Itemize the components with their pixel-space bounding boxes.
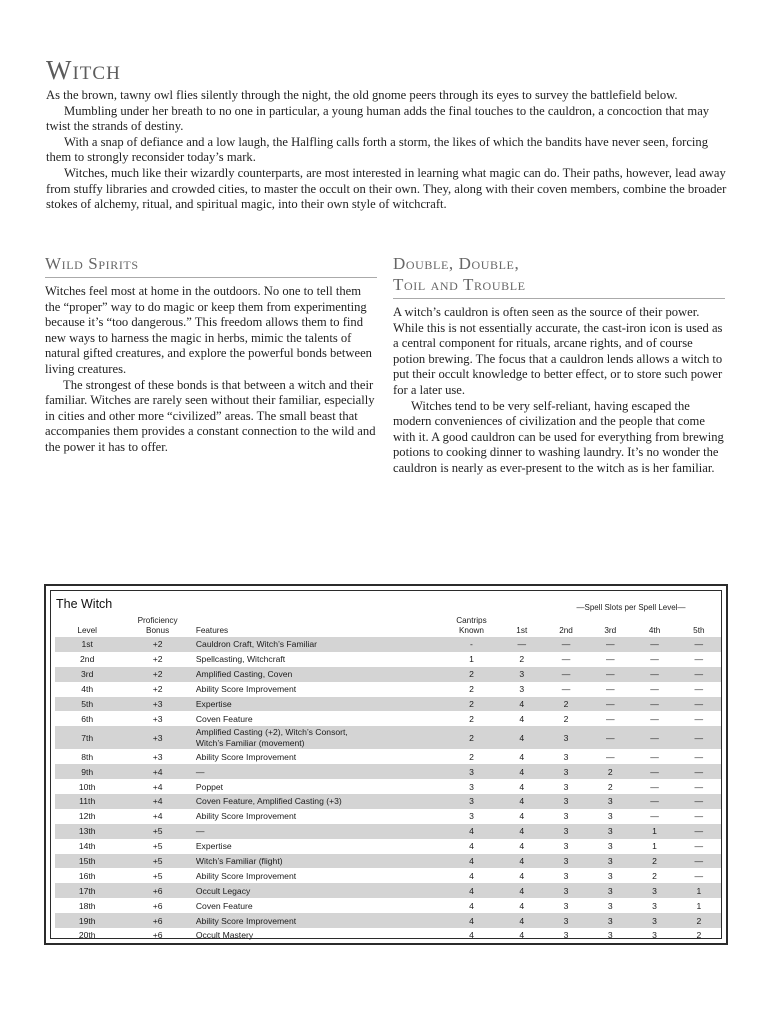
- table-title: The Witch: [56, 597, 113, 611]
- cell-proficiency: +4: [152, 811, 163, 822]
- intro-paragraph: As the brown, tawny owl flies silently through the night, the old gnome peers through its eyes to survey the battlefield below.: [46, 88, 678, 102]
- intro-paragraph: Mumbling under her breath to no one in particular, a young human adds the final touches to the cauldron, a concoction that may twist the strands of destiny.: [46, 103, 710, 134]
- cell-slot-5: —: [694, 841, 704, 852]
- cell-slot-4: 2: [652, 870, 657, 881]
- header-slot-4: 4th: [648, 625, 661, 635]
- header-level: Level: [77, 625, 97, 635]
- cell-cantrips: 4: [469, 870, 474, 881]
- cell-slot-1: 4: [500, 913, 544, 928]
- cell-slot-1: 4: [519, 930, 525, 941]
- cell-slot-3: 3: [607, 870, 613, 881]
- cell-level: 14th: [78, 841, 96, 852]
- cell-proficiency: +5: [152, 841, 163, 852]
- header-text: Bonus: [145, 625, 170, 635]
- cell-cantrips: 2: [443, 667, 499, 682]
- cell-slot-2: 3: [544, 726, 588, 749]
- cell-level: 20th: [78, 930, 96, 941]
- cell-slot-2: —: [561, 684, 571, 695]
- cell-slot-5: —: [677, 764, 721, 779]
- cell-slot-4: —: [650, 781, 659, 792]
- cell-slot-2: 3: [563, 841, 569, 852]
- cell-proficiency: +2: [119, 667, 195, 682]
- cell-slot-2: 3: [563, 811, 569, 822]
- cell-slot-4: —: [650, 713, 659, 724]
- cell-level: 19th: [55, 913, 119, 928]
- table-body: [55, 637, 721, 943]
- cell-cantrips: 2: [469, 684, 474, 695]
- cell-features: Ability Score Improvement: [195, 811, 297, 822]
- cell-level: 5th: [55, 697, 119, 712]
- cell-level: 11th: [55, 794, 119, 809]
- cell-slot-4: 2: [632, 854, 676, 869]
- cell-slot-4: —: [650, 654, 659, 665]
- cell-slot-3: 3: [588, 913, 632, 928]
- section-body: [393, 305, 725, 477]
- cell-slot-1: 4: [500, 697, 544, 712]
- cell-features: Ability Score Improvement: [195, 684, 297, 695]
- table-row: [55, 928, 721, 943]
- cell-slot-1: 4: [519, 900, 525, 911]
- cell-slot-3: —: [588, 726, 632, 749]
- cell-level: 1st: [55, 637, 119, 652]
- cell-level: 9th: [55, 764, 119, 779]
- cell-slot-3: —: [606, 713, 615, 724]
- cell-slot-5: —: [694, 870, 704, 881]
- cell-slot-4: —: [650, 684, 659, 695]
- cell-cantrips: 4: [469, 900, 474, 911]
- wild-spirits-section: [45, 253, 377, 456]
- header-proficiency: [119, 613, 195, 637]
- cell-slot-4: —: [650, 751, 659, 762]
- cell-slot-5: —: [694, 684, 704, 695]
- cell-slot-5: 2: [696, 930, 702, 941]
- cell-proficiency: +5: [152, 870, 163, 881]
- cell-cantrips: 3: [469, 811, 474, 822]
- table-row: [55, 749, 721, 764]
- cell-slot-3: 3: [588, 824, 632, 839]
- section-paragraph: The strongest of these bonds is that between a witch and their familiar. Witches are rarely seen without their familiar, especially in cities and other more “civilized” areas. The small beast that accompanies them provides a constant connection to the wild and the power it has to offer.: [45, 377, 376, 454]
- cell-level: 8th: [81, 751, 94, 762]
- cell-proficiency: +4: [119, 794, 195, 809]
- cell-slot-4: 3: [632, 913, 676, 928]
- cell-slot-5: —: [677, 824, 721, 839]
- cell-slot-1: 4: [519, 811, 525, 822]
- cell-slot-5: —: [677, 794, 721, 809]
- header-text: Known: [458, 625, 484, 635]
- cell-level: 3rd: [55, 667, 119, 682]
- cell-level: 18th: [78, 900, 96, 911]
- table-row: [55, 898, 721, 913]
- cell-level: 2nd: [80, 654, 95, 665]
- header-features: Features: [195, 625, 229, 635]
- cell-features: Occult Legacy: [196, 883, 443, 898]
- feature-line: Witch’s Familiar (movement): [195, 737, 305, 748]
- cell-slot-5: —: [677, 637, 721, 652]
- cell-slot-1: 2: [519, 654, 525, 665]
- cell-proficiency: +2: [152, 684, 163, 695]
- header-slot-3: 3rd: [604, 625, 617, 635]
- cell-slot-4: —: [650, 811, 659, 822]
- cell-slot-1: 4: [500, 883, 544, 898]
- cell-slot-5: 2: [677, 913, 721, 928]
- header-text: Cantrips: [456, 616, 487, 625]
- cell-slot-3: 3: [607, 841, 613, 852]
- cell-slot-5: —: [677, 854, 721, 869]
- section-paragraph: Witches tend to be very self-reliant, having escaped the modern conveniences of civilization and the people that come with it. A good cauldron can be used for everything from brewing potions to cooking dinner to washing laundry. It’s no wonder the cauldron is nearly as ever-present to the witch as is her familiar.: [393, 398, 724, 475]
- cell-slot-1: 4: [519, 781, 525, 792]
- cell-slot-3: 3: [588, 854, 632, 869]
- cell-proficiency: +5: [119, 854, 195, 869]
- header-text: Proficiency: [137, 616, 178, 625]
- cell-slot-4: —: [632, 764, 676, 779]
- cell-features: Coven Feature, Amplified Casting (+3): [196, 794, 443, 809]
- table-row: [55, 697, 721, 712]
- section-heading: [393, 253, 725, 299]
- cell-slot-4: 1: [632, 824, 676, 839]
- cell-level: 4th: [81, 684, 94, 695]
- cell-cantrips: 2: [469, 751, 474, 762]
- cell-slot-2: —: [561, 654, 571, 665]
- spell-slots-header: —Spell Slots per Spell Level—: [576, 603, 686, 612]
- cell-cantrips: 4: [443, 913, 499, 928]
- table-row: [55, 809, 721, 824]
- cell-level: 10th: [78, 781, 96, 792]
- cell-proficiency: +6: [119, 883, 195, 898]
- table-row: [55, 913, 721, 928]
- table-row: [55, 652, 721, 667]
- cell-level: 15th: [55, 854, 119, 869]
- cell-slot-2: —: [544, 667, 588, 682]
- cell-slot-2: 3: [563, 930, 569, 941]
- table-row: [55, 764, 721, 779]
- cell-cantrips: 3: [443, 794, 499, 809]
- cell-slot-4: 1: [652, 841, 657, 852]
- cell-slot-4: 3: [652, 930, 657, 941]
- cell-slot-4: 3: [652, 900, 657, 911]
- cell-slot-2: 3: [563, 781, 569, 792]
- cell-features: —: [196, 764, 443, 779]
- cell-proficiency: +6: [152, 900, 163, 911]
- cell-slot-1: 4: [500, 854, 544, 869]
- witch-table-border: [50, 590, 722, 939]
- cell-slot-4: —: [632, 794, 676, 809]
- cell-slot-2: 3: [544, 794, 588, 809]
- cell-slot-3: 2: [588, 764, 632, 779]
- section-body: [45, 284, 377, 456]
- cell-slot-4: —: [632, 726, 676, 749]
- cell-slot-3: 3: [607, 811, 613, 822]
- cell-cantrips: 4: [469, 930, 474, 941]
- cell-slot-5: 1: [677, 883, 721, 898]
- cell-slot-1: 4: [519, 870, 525, 881]
- cell-slot-1: —: [500, 637, 544, 652]
- cell-slot-5: —: [694, 654, 704, 665]
- section-paragraph: A witch’s cauldron is often seen as the source of their power. While this is not essentially accurate, the cast-iron icon is used as a central component for rituals, arcane rights, and of course potion brewing. The focus that a cauldron lends allows a witch to put their occult knowledge to better effect, or to store such power for a later use.: [393, 305, 723, 397]
- table-row: [55, 726, 721, 749]
- cell-slot-2: 3: [544, 883, 588, 898]
- cell-slot-2: 3: [544, 824, 588, 839]
- page-title: Witch: [46, 55, 121, 85]
- cell-slot-4: 3: [632, 883, 676, 898]
- cell-level: 7th: [55, 726, 119, 749]
- cell-cantrips: 2: [443, 726, 499, 749]
- cell-features: Expertise: [195, 841, 232, 852]
- section-heading: Wild Spirits: [45, 253, 377, 278]
- cell-slot-2: 3: [563, 870, 569, 881]
- cell-proficiency: +5: [119, 824, 195, 839]
- cell-slot-2: 3: [544, 854, 588, 869]
- cell-slot-3: 3: [588, 794, 632, 809]
- cell-slot-3: 2: [607, 781, 613, 792]
- intro-paragraph: Witches, much like their wizardly counterparts, are most interested in learning what magic can do. Their paths, however, lead away from stuffy libraries and crowded cities, to master the occult on their own. They, along with their coven members, combine the broader stokes of alchemy, ritual, and spiritual magic, into their own style of witchcraft.: [46, 165, 727, 212]
- cell-slot-2: 2: [544, 697, 588, 712]
- cell-slot-1: 3: [519, 684, 525, 695]
- header-slot-5: 5th: [693, 625, 705, 635]
- header-cantrips: [443, 613, 499, 637]
- cell-cantrips: 4: [469, 841, 474, 852]
- cell-slot-4: —: [632, 697, 676, 712]
- cell-slot-1: 4: [500, 726, 544, 749]
- cell-proficiency: +6: [152, 930, 163, 941]
- cell-features: Poppet: [195, 781, 224, 792]
- cell-level: 13th: [55, 824, 119, 839]
- cell-features: Coven Feature: [195, 713, 253, 724]
- cell-features: Occult Mastery: [195, 930, 254, 941]
- cell-slot-1: 4: [519, 751, 525, 762]
- table-row: [55, 682, 721, 697]
- cell-slot-3: —: [606, 751, 615, 762]
- cell-slot-3: 3: [588, 883, 632, 898]
- cell-cantrips: 1: [469, 654, 474, 665]
- cell-features: Coven Feature: [195, 900, 253, 911]
- cell-slot-5: —: [694, 811, 704, 822]
- table-row: [55, 711, 721, 726]
- cell-slot-5: —: [677, 726, 721, 749]
- cell-cantrips: 4: [443, 824, 499, 839]
- cell-slot-5: —: [694, 713, 704, 724]
- cell-slot-3: 3: [607, 900, 613, 911]
- feature-line: Amplified Casting (+2), Witch’s Consort,: [195, 727, 348, 738]
- cell-slot-3: —: [606, 654, 615, 665]
- cell-slot-3: —: [588, 667, 632, 682]
- section-paragraph: Witches feel most at home in the outdoors. No one to tell them the “proper” way to do magic or keep them from experimenting because it’s “too dangerous.” This freedom allows them to find new ways to harness the magic in herbs, mimic the talents of natural gifted creatures, and explore the powerful bonds between living creatures.: [45, 284, 372, 376]
- cell-features: [196, 726, 443, 749]
- cell-proficiency: +2: [119, 637, 195, 652]
- cell-proficiency: +6: [119, 913, 195, 928]
- cell-cantrips: -: [443, 637, 499, 652]
- cell-level: 12th: [78, 811, 96, 822]
- table-row: [55, 824, 721, 839]
- cell-slot-2: —: [544, 637, 588, 652]
- table-row: [55, 637, 721, 652]
- cell-features: Witch’s Familiar (flight): [196, 854, 443, 869]
- cell-features: Ability Score Improvement: [196, 913, 443, 928]
- witch-table-frame: [44, 584, 728, 945]
- cell-slot-5: —: [694, 751, 704, 762]
- cell-slot-5: —: [694, 781, 704, 792]
- cell-cantrips: 3: [443, 764, 499, 779]
- cell-proficiency: +4: [152, 781, 163, 792]
- cell-level: 6th: [81, 713, 94, 724]
- table-row: [55, 667, 721, 682]
- cell-features: Cauldron Craft, Witch’s Familiar: [196, 637, 443, 652]
- cell-slot-2: 3: [544, 913, 588, 928]
- intro-paragraph: With a snap of defiance and a low laugh, the Halfling calls forth a storm, the likes of which the bandits have never seen, forcing them to strongly reconsider today’s mark.: [46, 134, 709, 165]
- cell-features: Amplified Casting, Coven: [196, 667, 443, 682]
- cell-slot-3: 3: [607, 930, 613, 941]
- section-heading-line: Toil and Trouble: [393, 275, 526, 294]
- header-slot-1: 1st: [516, 625, 528, 635]
- cell-slot-3: —: [606, 684, 615, 695]
- cell-cantrips: 4: [443, 854, 499, 869]
- cell-slot-2: 2: [563, 713, 569, 724]
- cauldron-section: [393, 253, 725, 477]
- table-row: [55, 854, 721, 869]
- cell-features: Expertise: [196, 697, 443, 712]
- cell-level: 17th: [55, 883, 119, 898]
- cell-features: —: [196, 824, 443, 839]
- cell-slot-1: 4: [519, 841, 525, 852]
- cell-slot-1: 4: [519, 713, 525, 724]
- cell-features: Spellcasting, Witchcraft: [195, 654, 286, 665]
- cell-proficiency: +3: [119, 726, 195, 749]
- header-slot-2: 2nd: [559, 625, 573, 635]
- cell-features: Ability Score Improvement: [195, 751, 297, 762]
- cell-level: 16th: [78, 870, 96, 881]
- cell-proficiency: +3: [152, 751, 163, 762]
- intro-text: [46, 88, 728, 213]
- cell-slot-3: —: [588, 637, 632, 652]
- cell-slot-2: 3: [563, 900, 569, 911]
- table-row: [55, 779, 721, 794]
- cell-slot-1: 4: [500, 824, 544, 839]
- table-row: [55, 794, 721, 809]
- cell-proficiency: +3: [152, 713, 163, 724]
- cell-cantrips: 4: [443, 883, 499, 898]
- cell-cantrips: 3: [469, 781, 474, 792]
- table-row: [55, 883, 721, 898]
- cell-slot-1: 4: [500, 794, 544, 809]
- cell-slot-4: —: [632, 637, 676, 652]
- cell-slot-5: 1: [696, 900, 702, 911]
- cell-proficiency: +4: [119, 764, 195, 779]
- cell-slot-1: 3: [500, 667, 544, 682]
- cell-proficiency: +2: [152, 654, 163, 665]
- table-header-row: [55, 613, 721, 637]
- cell-cantrips: 2: [469, 713, 474, 724]
- cell-slot-2: 3: [563, 751, 569, 762]
- table-row: [55, 839, 721, 854]
- cell-cantrips: 2: [443, 697, 499, 712]
- witch-progression-table: [55, 613, 721, 943]
- cell-slot-1: 4: [500, 764, 544, 779]
- cell-proficiency: +3: [119, 697, 195, 712]
- cell-slot-3: —: [588, 697, 632, 712]
- cell-slot-2: 3: [544, 764, 588, 779]
- cell-slot-5: —: [677, 667, 721, 682]
- cell-features: Ability Score Improvement: [195, 870, 297, 881]
- cell-slot-5: —: [677, 697, 721, 712]
- table-row: [55, 868, 721, 883]
- section-heading-line: Double, Double,: [393, 254, 520, 273]
- cell-slot-4: —: [632, 667, 676, 682]
